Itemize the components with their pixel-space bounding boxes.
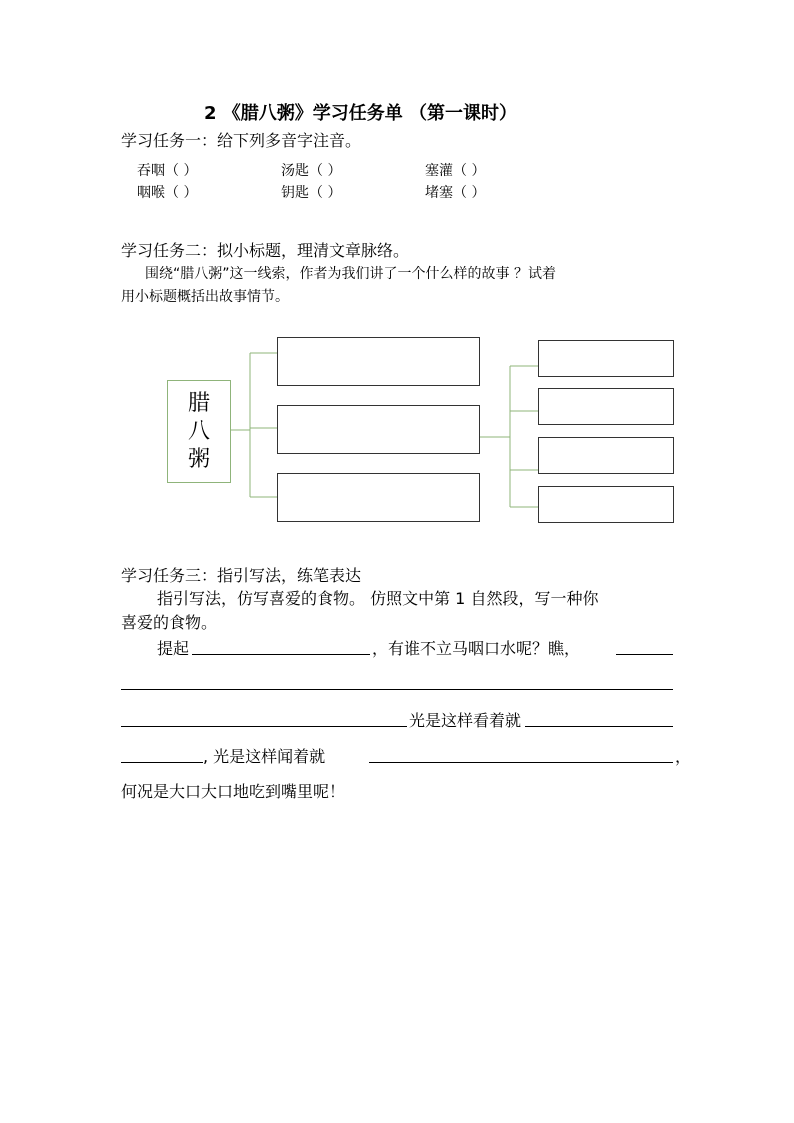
task3-paragraph-line1: 指引写法，仿写喜爱的食物。 仿照文中第 1 自然段，写一种你 [157, 589, 599, 608]
task3-paragraph-line2: 喜爱的食物。 [121, 613, 218, 632]
subtitle-box[interactable] [277, 337, 480, 386]
task3-heading: 学习任务三：指引写法，练笔表达 [121, 566, 362, 585]
subtitle-box[interactable] [277, 405, 480, 454]
pinyin-item: 汤匙（ ） [281, 163, 342, 179]
blank-line[interactable] [121, 689, 673, 690]
blank-line[interactable] [369, 762, 673, 763]
fill-text: 提起 [157, 639, 190, 658]
blank-line[interactable] [192, 654, 370, 655]
task2-heading: 学习任务二：拟小标题，理清文章脉络。 [121, 241, 410, 260]
fill-text: 光是这样看着就 [409, 711, 522, 730]
subtitle-box[interactable] [277, 473, 480, 522]
root-char: 粥 [187, 446, 210, 472]
mindmap-root [167, 380, 231, 483]
blank-line[interactable] [616, 654, 673, 655]
fill-text: ， [675, 747, 692, 766]
task2-paragraph-line1: 围绕“腊八粥”这一线索，作者为我们讲了一个什么样的故事 ？试着 [145, 266, 556, 282]
pinyin-item: 吞咽（ ） [137, 163, 198, 179]
blank-line[interactable] [121, 726, 407, 727]
detail-box[interactable] [538, 437, 674, 474]
blank-line[interactable] [525, 726, 673, 727]
pinyin-item: 咽喉（ ） [137, 185, 198, 201]
root-char: 八 [187, 418, 210, 444]
task2-paragraph-line2: 用小标题概括出故事情节。 [121, 289, 289, 305]
task1-heading: 学习任务一：给下列多音字注音。 [121, 131, 362, 150]
pinyin-item: 钥匙（ ） [281, 185, 342, 201]
fill-text: ，有谁不立马咽口水呢？瞧， [372, 639, 581, 658]
root-char: 腊 [187, 390, 210, 416]
detail-box[interactable] [538, 486, 674, 523]
detail-box[interactable] [538, 340, 674, 377]
page-title: 2 《腊八粥》学习任务单 （第一课时） [204, 103, 518, 124]
fill-text: , 光是这样闻着就 [203, 747, 326, 766]
pinyin-item: 塞灌（ ） [425, 163, 486, 179]
pinyin-item: 堵塞（ ） [425, 185, 486, 201]
blank-line[interactable] [121, 762, 203, 763]
detail-box[interactable] [538, 388, 674, 425]
fill-text-end: 何况是大口大口地吃到嘴里呢！ [121, 782, 346, 801]
